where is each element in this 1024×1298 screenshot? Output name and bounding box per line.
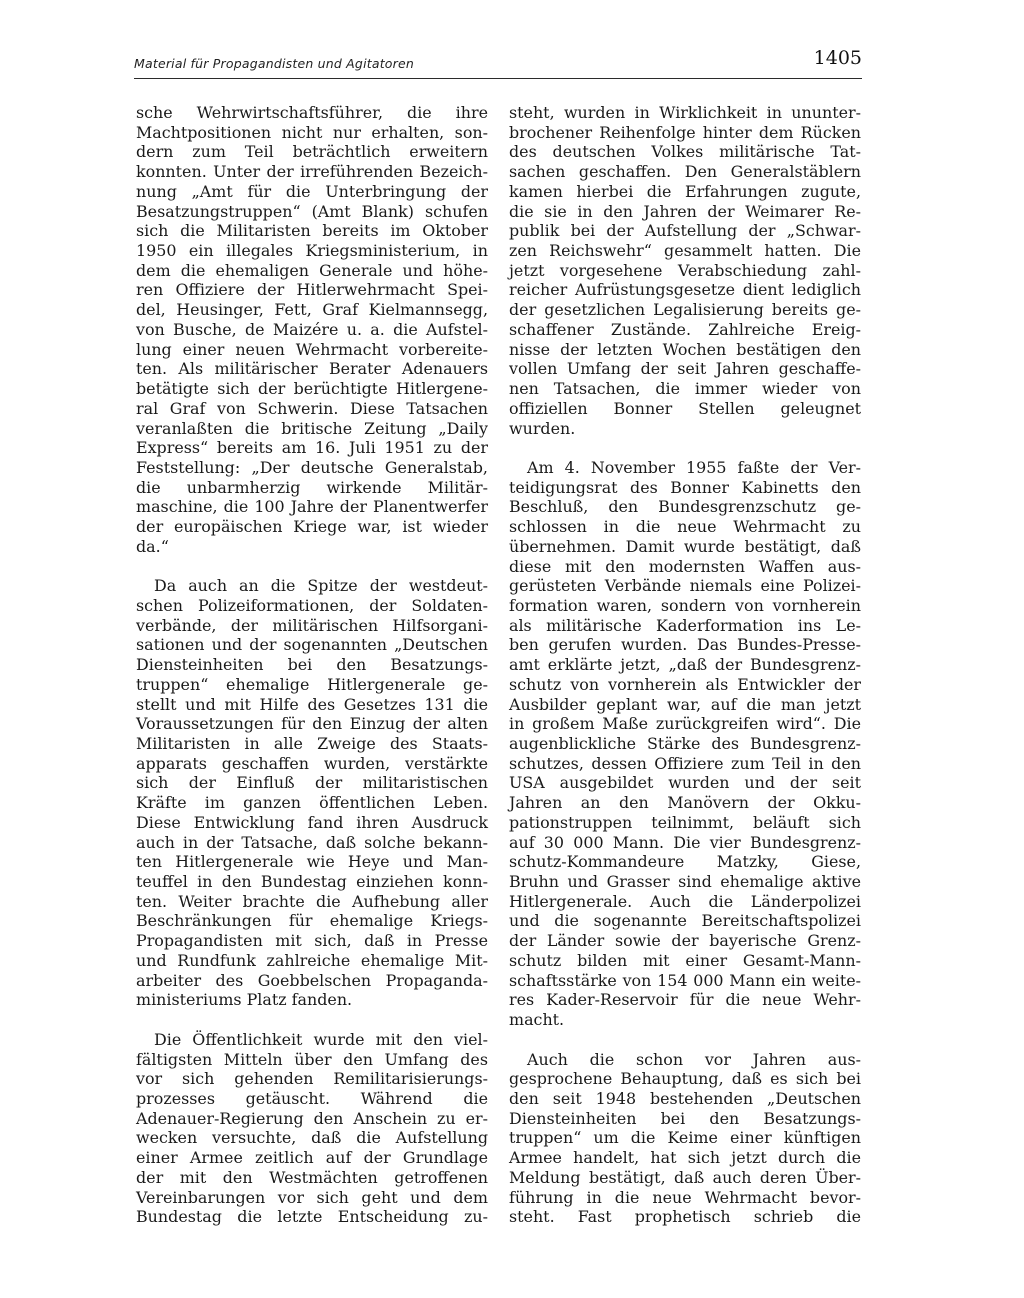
text-line: macht. xyxy=(509,1010,565,1030)
text-line: dern zum Teil beträchtlich erweitern xyxy=(136,142,488,162)
running-header xyxy=(134,44,862,79)
text-line: wecken versuchte, daß die Aufstellung xyxy=(136,1128,488,1148)
text-line: des deutschen Volkes militärische Tat- xyxy=(509,142,861,162)
text-line: diese mit den modernsten Waffen aus- xyxy=(509,556,861,576)
text-line: stellt und mit Hilfe des Gesetzes 131 die xyxy=(136,694,488,714)
text-line: gerüsteten Verbände niemals eine Polizei- xyxy=(509,576,861,596)
text-line: Die Öffentlichkeit wurde mit den viel- xyxy=(154,1029,488,1049)
text-line: formation waren, sondern von vornherein xyxy=(509,595,861,615)
text-line: Propagandisten mit sich, daß in Presse xyxy=(136,931,488,951)
text-line: Voraussetzungen für den Einzug der alten xyxy=(136,714,488,734)
text-line: dem die ehemaligen Generale und höhe- xyxy=(136,260,488,280)
text-line: Beschluß, den Bundesgrenzschutz ge- xyxy=(509,497,861,517)
text-line: Besatzungstruppen“ (Amt Blank) schufen xyxy=(136,201,488,221)
text-line: steht. Fast prophetisch schrieb die xyxy=(509,1207,861,1227)
text-line: schlossen in die neue Wehrmacht zu xyxy=(509,517,861,537)
text-line: ten Hitlergenerale wie Heye und Man- xyxy=(136,852,488,872)
text-line: vollen Umfang der seit Jahren geschaffe- xyxy=(509,359,861,379)
text-line: gesprochene Behauptung, daß es sich bei xyxy=(509,1069,861,1089)
text-line: Meldung bestätigt, daß auch deren Über- xyxy=(509,1167,861,1187)
text-line: ten. Als militärischer Berater Adenauers xyxy=(136,359,488,379)
text-line: Kräfte im ganzen öffentlichen Leben. xyxy=(136,793,488,813)
text-line: fältigsten Mitteln über den Umfang des xyxy=(136,1049,488,1069)
paragraph-gap xyxy=(136,557,488,577)
text-line: pationstruppen teilnimmt, beläuft sich xyxy=(509,812,861,832)
text-line: führung in die neue Wehrmacht bevor- xyxy=(509,1187,861,1207)
text-line: schaffener Zustände. Zahlreiche Ereig- xyxy=(509,319,861,339)
text-line: in großem Maße zurückgreifen wird“. Die xyxy=(509,714,861,734)
text-line: Armee handelt, hat sich jetzt durch die xyxy=(509,1148,861,1168)
text-line: Feststellung: „Der deutsche Generalstab, xyxy=(136,457,488,477)
text-line: del, Heusinger, Fett, Graf Kielmannsegg, xyxy=(136,300,488,320)
left-text-column xyxy=(136,103,488,1227)
text-line: Vereinbarungen vor sich geht und dem xyxy=(136,1187,488,1207)
text-line: jetzt vorgesehene Verabschiedung zahl- xyxy=(509,260,861,280)
paragraph-gap xyxy=(509,1030,861,1050)
text-line: zen Reichswehr“ gesammelt hatten. Die xyxy=(509,241,861,261)
text-line: Ausbilder geplant war, auf die man jetzt xyxy=(509,694,861,714)
text-line: Diensteinheiten bei den Besatzungs- xyxy=(509,1108,861,1128)
text-line: Militaristen in alle Zweige des Staats- xyxy=(136,734,488,753)
text-line: offiziellen Bonner Stellen geleugnet xyxy=(509,398,861,418)
text-line: Am 4. November 1955 faßte der Ver- xyxy=(527,457,861,477)
header-title: Material für Propagandisten und Agitatoren xyxy=(134,56,415,71)
text-line: steht, wurden in Wirklichkeit in ununter- xyxy=(509,103,861,122)
text-line: da.“ xyxy=(136,536,169,556)
text-line: als militärische Kaderformation ins Le- xyxy=(509,615,861,635)
text-line: lung einer neuen Wehrmacht vorbereite- xyxy=(136,339,488,359)
text-line: apparats geschaffen wurden, verstärkte xyxy=(136,753,488,773)
text-line: ral Graf von Schwerin. Diese Tatsachen xyxy=(136,398,488,418)
paragraph-gap xyxy=(509,438,861,458)
text-line: wurden. xyxy=(509,418,576,438)
text-line: teidigungsrat des Bonner Kabinetts den xyxy=(509,477,861,497)
text-line: Auch die schon vor Jahren aus- xyxy=(527,1049,861,1069)
text-line: ben gerufen wurden. Das Bundes-Presse- xyxy=(509,635,861,655)
text-line: Beschränkungen für ehemalige Kriegs- xyxy=(136,911,488,931)
page-number: 1405 xyxy=(813,47,862,69)
text-line: und die sogenannte Bereitschaftspolizei xyxy=(509,911,861,931)
text-line: Express“ bereits am 16. Juli 1951 zu der xyxy=(136,438,488,458)
text-line: arbeiter des Goebbelschen Propaganda- xyxy=(136,970,488,990)
text-line: Da auch an die Spitze der westdeut- xyxy=(154,576,488,596)
text-line: vor sich gehenden Remilitarisierungs- xyxy=(136,1069,488,1089)
text-line: der mit den Westmächten getroffenen xyxy=(136,1167,488,1187)
text-line: schutz von vornherein als Entwickler der xyxy=(509,674,861,694)
text-line: ministeriums Platz fanden. xyxy=(136,990,353,1010)
text-line: schutz bilden mit einer Gesamt-Mann- xyxy=(509,950,861,970)
text-line: verbände, der militärischen Hilfsorgani- xyxy=(136,615,488,635)
text-line: Jahren an den Manövern der Okku- xyxy=(509,793,861,813)
text-line: schutzes, dessen Offiziere zum Teil in den xyxy=(509,753,861,773)
text-line: nisse der letzten Wochen bestätigen den xyxy=(509,339,861,359)
right-text-column xyxy=(509,103,861,1227)
text-line: sich die Militaristen bereits im Oktober xyxy=(136,221,488,241)
text-line: augenblickliche Stärke des Bundesgrenz- xyxy=(509,734,861,753)
text-line: ten. Weiter brachte die Aufhebung aller xyxy=(136,891,488,911)
text-line: der gesetzlichen Legalisierung bereits ge- xyxy=(509,300,861,320)
text-line: kamen hierbei die Erfahrungen zugute, xyxy=(509,181,861,201)
text-line: sich der Einfluß der militaristischen xyxy=(136,773,488,793)
text-line: reicher Aufrüstungsgesetze dient lediglich xyxy=(509,280,861,300)
text-line: sachen geschaffen. Den Generalstäblern xyxy=(509,162,861,182)
text-line: truppen“ ehemalige Hitlergenerale ge- xyxy=(136,674,488,694)
text-line: Bundestag die letzte Entscheidung zu- xyxy=(136,1207,488,1227)
text-line: 1950 ein illegales Kriegsministerium, in xyxy=(136,241,488,261)
text-line: betätigte sich der berüchtigte Hitlergene- xyxy=(136,379,488,399)
text-line: truppen“ um die Keime einer künftigen xyxy=(509,1128,861,1148)
text-line: ren Offiziere der Hitlerwehrmacht Spei- xyxy=(136,280,488,300)
text-line: einer Armee zeitlich auf der Grundlage xyxy=(136,1148,488,1168)
text-line: teuffel in den Bundestag einziehen konn- xyxy=(136,872,488,892)
text-line: Hitlergenerale. Auch die Länderpolizei xyxy=(509,891,861,911)
text-line: prozesses getäuscht. Während die xyxy=(136,1088,488,1108)
text-line: schutz-Kommandeure Matzky, Giese, xyxy=(509,852,861,872)
text-line: auf 30 000 Mann. Die vier Bundesgrenz- xyxy=(509,832,861,852)
text-line: und Rundfunk zahlreiche ehemalige Mit- xyxy=(136,950,488,970)
text-line: die sie in den Jahren der Weimarer Re- xyxy=(509,201,861,221)
text-line: maschine, die 100 Jahre der Planentwerfer xyxy=(136,497,488,517)
text-line: amt erklärte jetzt, „daß der Bundesgrenz- xyxy=(509,655,861,675)
text-line: der Länder sowie der bayerische Grenz- xyxy=(509,931,861,951)
text-line: konnten. Unter der irreführenden Bezeich- xyxy=(136,162,488,182)
text-line: der europäischen Kriege war, ist wieder xyxy=(136,517,488,537)
text-line: veranlaßten die britische Zeitung „Daily xyxy=(136,418,488,438)
text-line: nen Tatsachen, die immer wieder von xyxy=(509,379,861,399)
text-line: schen Polizeiformationen, der Soldaten- xyxy=(136,595,488,615)
text-line: nung „Amt für die Unterbringung der xyxy=(136,181,488,201)
text-line: USA ausgebildet wurden und der seit xyxy=(509,773,861,793)
text-line: von Busche, de Maizére u. a. die Aufstel- xyxy=(136,319,488,339)
text-line: Bruhn und Grasser sind ehemalige aktive xyxy=(509,872,861,892)
text-line: publik bei der Aufstellung der „Schwar- xyxy=(509,221,861,241)
text-line: Adenauer-Regierung den Anschein zu er- xyxy=(136,1108,488,1128)
text-line: sche Wehrwirtschaftsführer, die ihre xyxy=(136,103,488,122)
paragraph-gap xyxy=(136,1010,488,1030)
text-line: Machtpositionen nicht nur erhalten, son- xyxy=(136,122,488,142)
text-line: den seit 1948 bestehenden „Deutschen xyxy=(509,1088,861,1108)
text-line: Diese Entwicklung fand ihren Ausdruck xyxy=(136,812,488,832)
text-line: brochener Reihenfolge hinter dem Rücken xyxy=(509,122,861,142)
text-line: Diensteinheiten bei den Besatzungs- xyxy=(136,655,488,675)
text-line: sationen und der sogenannten „Deutschen xyxy=(136,635,488,655)
text-line: die unbarmherzig wirkende Militär- xyxy=(136,477,488,497)
text-line: res Kader-Reservoir für die neue Wehr- xyxy=(509,990,861,1010)
text-line: auch in der Tatsache, daß solche bekann- xyxy=(136,832,488,852)
text-line: schaftsstärke von 154 000 Mann ein weite- xyxy=(509,970,861,990)
text-line: übernehmen. Damit wurde bestätigt, daß xyxy=(509,536,861,556)
